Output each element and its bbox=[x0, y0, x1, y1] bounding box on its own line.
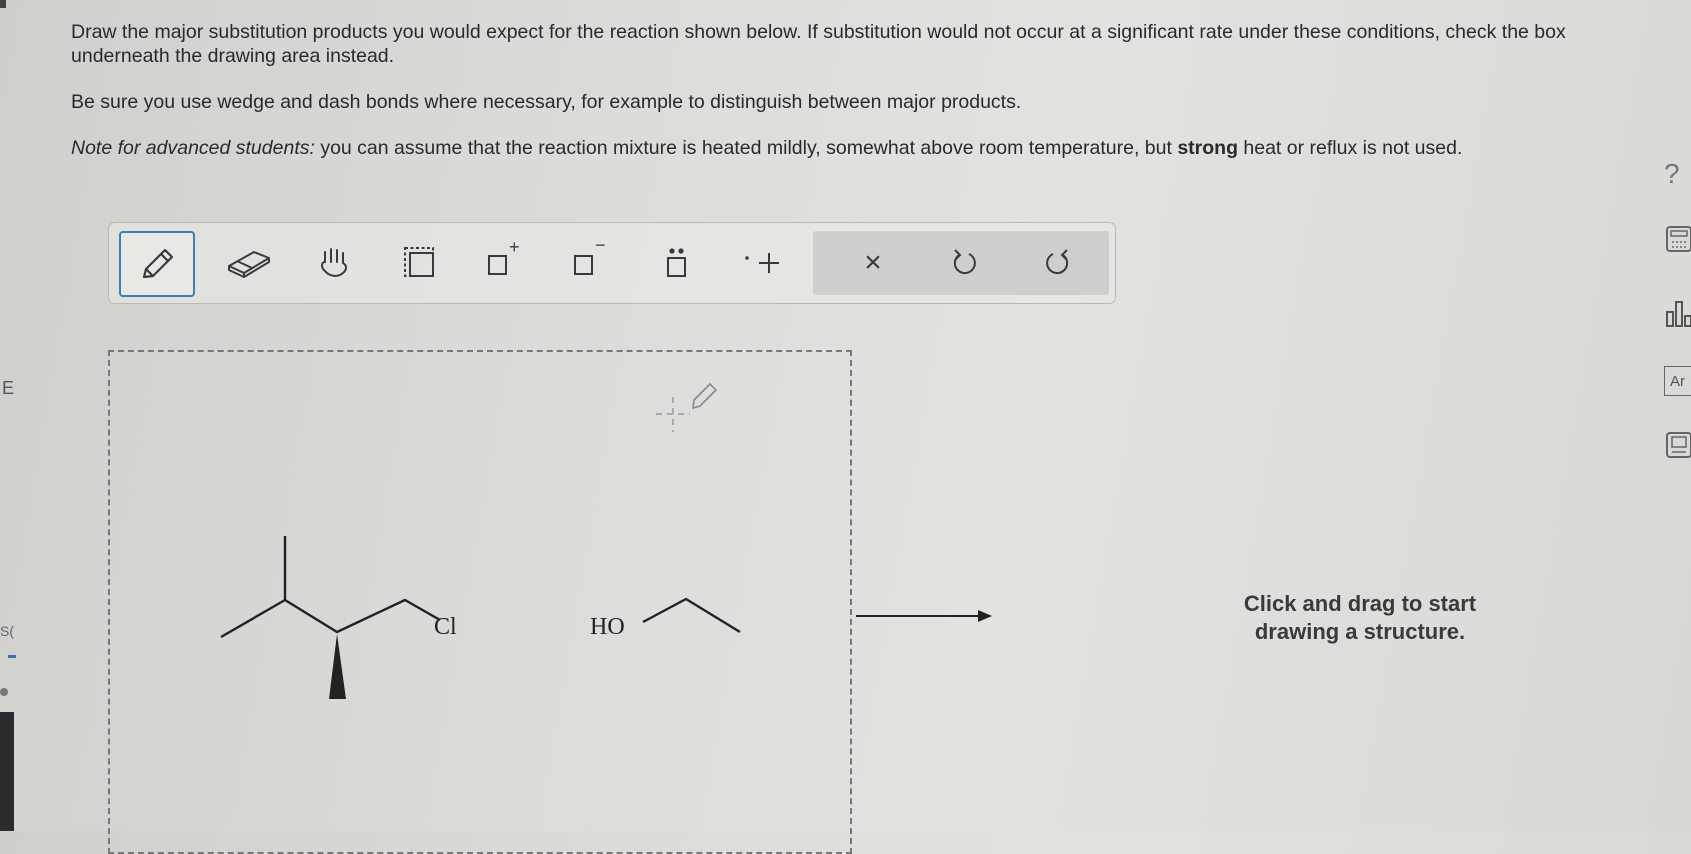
undo-icon bbox=[947, 245, 983, 281]
textbook-icon[interactable] bbox=[1664, 430, 1691, 460]
lone-pair-icon bbox=[655, 240, 699, 284]
edge-dot bbox=[0, 688, 8, 696]
chart-icon[interactable] bbox=[1664, 298, 1691, 328]
undo-button[interactable] bbox=[935, 231, 995, 295]
instructions bbox=[71, 20, 1601, 182]
radical-icon bbox=[733, 240, 793, 284]
positive-charge-button[interactable] bbox=[475, 231, 531, 293]
edge-letter-e: E bbox=[2, 378, 15, 398]
move-tool-button[interactable] bbox=[307, 231, 363, 293]
note-strong: strong bbox=[1177, 137, 1238, 159]
edge-link-mark bbox=[8, 655, 16, 658]
crosshair-cursor-icon bbox=[656, 397, 690, 432]
reagent-structure bbox=[643, 599, 740, 632]
select-box-icon bbox=[397, 240, 441, 284]
eraser-icon bbox=[224, 242, 274, 282]
redo-icon bbox=[1039, 245, 1075, 281]
pencil-icon bbox=[135, 242, 179, 286]
periodic-table-icon[interactable] bbox=[1664, 366, 1691, 396]
lone-pair-button[interactable] bbox=[649, 231, 705, 293]
eraser-tool-button[interactable] bbox=[219, 231, 279, 293]
instruction-note bbox=[71, 136, 1601, 160]
instruction-paragraph-1: Draw the major substitution products you would expect for the reaction shown below. If substitution would not occur at a significant rate under these conditions, check the box underneath the drawing area instead. bbox=[71, 21, 1566, 67]
drawing-toolbar bbox=[108, 222, 1116, 304]
reaction-scheme bbox=[110, 352, 850, 833]
note-label: Note for advanced students: bbox=[71, 137, 315, 159]
select-tool-button[interactable] bbox=[391, 231, 447, 293]
instruction-paragraph-2: Be sure you use wedge and dash bonds where necessary, for example to distinguish between major products. bbox=[71, 91, 1022, 113]
calculator-icon[interactable] bbox=[1664, 224, 1691, 254]
substrate-structure bbox=[221, 536, 440, 637]
action-group bbox=[813, 231, 1109, 295]
main-reaction-arrow bbox=[856, 606, 996, 626]
radical-button[interactable] bbox=[727, 231, 799, 293]
pencil-tool-button[interactable] bbox=[119, 231, 195, 297]
minus-glyph: − bbox=[595, 235, 606, 255]
hint-line-1: Click and drag to start bbox=[1243, 591, 1477, 616]
note-text-2: heat or reflux is not used. bbox=[1237, 137, 1463, 159]
periodic-table-label: Ar bbox=[1670, 373, 1685, 390]
redo-button[interactable] bbox=[1027, 231, 1087, 295]
hint-line-2: drawing a structure. bbox=[1254, 619, 1466, 644]
drawing-canvas[interactable] bbox=[108, 350, 852, 854]
edge-letter-s: S( bbox=[0, 623, 14, 639]
note-text-1: you can assume that the reaction mixture is heated mildly, somewhat above room temperature, but bbox=[314, 137, 1178, 159]
clear-button[interactable] bbox=[843, 231, 903, 295]
edge-mark bbox=[0, 0, 6, 8]
substituent-label: Cl bbox=[434, 614, 457, 640]
cursor-pencil-icon bbox=[693, 384, 716, 408]
help-icon[interactable]: ? bbox=[1664, 158, 1680, 189]
plus-glyph: + bbox=[509, 237, 520, 257]
reagent-label: HO bbox=[590, 614, 625, 640]
left-edge-strip bbox=[0, 0, 16, 831]
negative-charge-button[interactable] bbox=[561, 231, 617, 293]
clear-icon: × bbox=[864, 246, 882, 279]
hand-icon bbox=[313, 240, 357, 284]
wedge-bond bbox=[329, 634, 346, 699]
edge-dark-panel bbox=[0, 712, 14, 831]
drawing-hint bbox=[1180, 590, 1540, 646]
